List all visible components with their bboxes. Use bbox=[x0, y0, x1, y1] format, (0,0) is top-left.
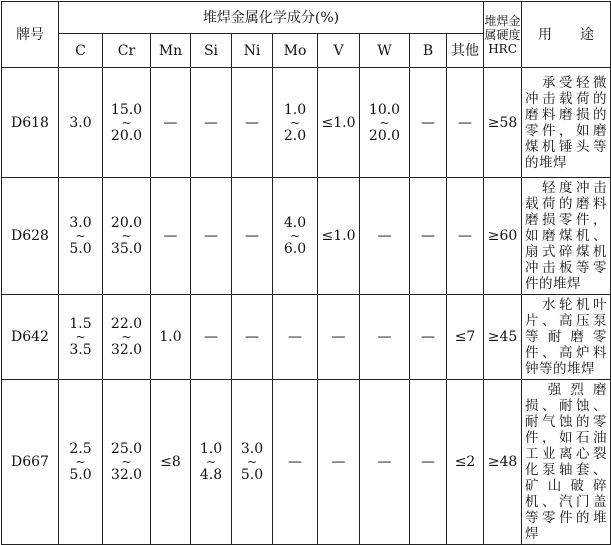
cell-value-part: ~ bbox=[205, 455, 217, 469]
cell-value-part: 1.0 bbox=[199, 441, 223, 457]
cell-value-part: 5.0 bbox=[69, 467, 92, 483]
cell-value-part: — bbox=[204, 329, 218, 345]
cell-b bbox=[410, 178, 447, 295]
header-usage: 用 途 bbox=[522, 2, 611, 68]
cell-si bbox=[191, 178, 232, 295]
cell-ni bbox=[232, 295, 273, 380]
cell-other bbox=[447, 178, 484, 295]
cell-value-part: — bbox=[163, 114, 178, 131]
cell-w bbox=[360, 295, 410, 380]
cell-c bbox=[59, 295, 103, 380]
cell-value-part: — bbox=[245, 228, 259, 244]
cell-value-part: ~ bbox=[121, 115, 132, 130]
cell-other bbox=[447, 68, 484, 178]
cell-value-part: 3.5 bbox=[69, 342, 92, 358]
cell-mn bbox=[151, 295, 191, 380]
cell-c bbox=[59, 178, 103, 295]
header-element-mn: Mn bbox=[151, 34, 191, 68]
cell-value-part: 35.0 bbox=[110, 241, 143, 257]
cell-value-part: 4.0 bbox=[283, 215, 307, 231]
cell-value-part: 32.0 bbox=[110, 342, 143, 358]
cell-value-part: 25.0 bbox=[110, 441, 143, 457]
hardfacing-composition-table bbox=[1, 1, 611, 545]
cell-value-part: 20.0 bbox=[368, 127, 401, 144]
cell-hardness: ≥60 bbox=[484, 178, 522, 295]
cell-value-part: ~ bbox=[75, 330, 86, 344]
cell-value-part: 3.0 bbox=[240, 441, 264, 457]
cell-mo bbox=[273, 178, 318, 295]
cell-value-part: 10.0 bbox=[368, 101, 401, 118]
cell-value-part: 4.8 bbox=[199, 467, 223, 483]
cell-v bbox=[318, 178, 360, 295]
header-element-b: B bbox=[410, 34, 447, 68]
table-row bbox=[2, 295, 611, 380]
cell-value-part: — bbox=[421, 454, 435, 470]
cell-value-part: — bbox=[288, 329, 302, 345]
cell-mo bbox=[273, 68, 318, 178]
cell-cr bbox=[103, 295, 151, 380]
cell-value-part: 3.0 bbox=[69, 114, 92, 131]
cell-value-part: — bbox=[377, 454, 392, 470]
cell-value-part: ~ bbox=[289, 229, 301, 243]
cell-value-part: — bbox=[377, 329, 392, 345]
cell-value-part: — bbox=[204, 114, 218, 131]
table-row bbox=[2, 68, 611, 178]
cell-mn bbox=[151, 178, 191, 295]
cell-usage: 轻度冲击载荷的磨料磨损零件，如磨煤机、扇式碎煤机冲击板等零件的堆焊 bbox=[522, 178, 611, 295]
cell-value-part: 15.0 bbox=[110, 101, 143, 118]
header-hardness-line3: HRC bbox=[488, 41, 517, 56]
cell-value-part: — bbox=[288, 454, 302, 470]
cell-value-part: 5.0 bbox=[240, 467, 264, 483]
cell-usage: 水轮机叶片、高压泵等耐磨零件、高炉料钟等的堆焊 bbox=[522, 295, 611, 380]
cell-w bbox=[360, 68, 410, 178]
cell-value-part: ~ bbox=[379, 115, 390, 130]
cell-brand: D642 bbox=[2, 295, 59, 380]
header-element-c: C bbox=[59, 34, 103, 68]
cell-b bbox=[410, 68, 447, 178]
cell-value-part: — bbox=[377, 228, 392, 244]
cell-value-part: — bbox=[421, 329, 435, 345]
cell-value-part: ≤1.0 bbox=[321, 228, 356, 244]
cell-v bbox=[318, 68, 360, 178]
cell-value-part: ~ bbox=[289, 115, 301, 130]
cell-value-part: 5.0 bbox=[69, 241, 92, 257]
cell-value-part: ~ bbox=[121, 455, 132, 469]
cell-value-part: — bbox=[245, 329, 259, 345]
cell-value-part: 20.0 bbox=[110, 215, 143, 231]
cell-value-part: — bbox=[163, 228, 178, 244]
cell-value-part: 1.0 bbox=[159, 329, 182, 345]
cell-ni bbox=[232, 178, 273, 295]
header-element-w: W bbox=[360, 34, 410, 68]
cell-value-part: ~ bbox=[75, 229, 86, 243]
cell-brand: D628 bbox=[2, 178, 59, 295]
header-hardness-line2: 属硬度 bbox=[484, 27, 521, 42]
cell-value-part: — bbox=[458, 228, 473, 244]
cell-value-part: 3.0 bbox=[69, 215, 92, 231]
cell-value-part: ~ bbox=[75, 455, 86, 469]
cell-mo bbox=[273, 295, 318, 380]
cell-value-part: ≤7 bbox=[454, 329, 476, 345]
header-element-ni: Ni bbox=[232, 34, 273, 68]
cell-value-part: 6.0 bbox=[283, 241, 307, 257]
cell-value-part: ~ bbox=[121, 229, 132, 243]
cell-hardness: ≥58 bbox=[484, 68, 522, 178]
cell-usage: 承受轻微冲击载荷的磨料磨损的零件，如磨煤机锤头等的堆焊 bbox=[522, 68, 611, 178]
cell-value-part: — bbox=[245, 114, 259, 131]
cell-value-part: ~ bbox=[246, 455, 258, 469]
header-composition-group: 堆焊金属化学成分(%) bbox=[59, 2, 484, 34]
cell-cr bbox=[103, 178, 151, 295]
cell-other bbox=[447, 295, 484, 380]
cell-cr bbox=[103, 68, 151, 178]
cell-value-part: 22.0 bbox=[110, 316, 143, 332]
cell-usage: 强烈磨损、耐蚀、耐气蚀的零件，如石油工业离心裂化泵轴套、矿山破碎机、汽门盖等零件的堆焊 bbox=[522, 380, 611, 545]
cell-value-part: ≤2 bbox=[454, 454, 476, 470]
cell-value-part: 32.0 bbox=[110, 467, 143, 483]
cell-v bbox=[318, 295, 360, 380]
header-element-si: Si bbox=[191, 34, 232, 68]
cell-value-part: — bbox=[421, 228, 435, 244]
cell-ni bbox=[232, 68, 273, 178]
cell-si bbox=[191, 295, 232, 380]
cell-mn bbox=[151, 68, 191, 178]
cell-value-part: — bbox=[331, 454, 346, 470]
header-element-v: V bbox=[318, 34, 360, 68]
cell-si bbox=[191, 68, 232, 178]
cell-brand: D618 bbox=[2, 68, 59, 178]
cell-hardness: ≥45 bbox=[484, 295, 522, 380]
cell-value-part: — bbox=[331, 329, 346, 345]
header-element-mo: Mo bbox=[273, 34, 318, 68]
cell-value-part: 2.5 bbox=[69, 441, 92, 457]
cell-value-part: 2.0 bbox=[283, 127, 307, 144]
header-hardness bbox=[484, 2, 522, 68]
cell-value-part: 1.0 bbox=[283, 101, 307, 118]
cell-b bbox=[410, 295, 447, 380]
cell-hardness: ≥48 bbox=[484, 380, 522, 545]
cell-value-part: ~ bbox=[121, 330, 132, 344]
header-element-other: 其他 bbox=[447, 34, 484, 68]
cell-value-part: 1.5 bbox=[69, 316, 92, 332]
cell-value-part: — bbox=[204, 228, 218, 244]
header-hardness-line1: 堆焊金 bbox=[484, 13, 521, 28]
table-row bbox=[2, 178, 611, 295]
cell-brand: D667 bbox=[2, 380, 59, 545]
table-body bbox=[2, 68, 611, 545]
cell-value-part: — bbox=[421, 114, 435, 131]
header-brand: 牌号 bbox=[2, 2, 59, 68]
cell-c bbox=[59, 68, 103, 178]
cell-value-part: 20.0 bbox=[110, 127, 143, 144]
header-element-cr: Cr bbox=[103, 34, 151, 68]
cell-w bbox=[360, 178, 410, 295]
cell-value-part: — bbox=[458, 114, 473, 131]
cell-value-part: ≤8 bbox=[160, 454, 181, 470]
cell-value-part: ≤1.0 bbox=[321, 114, 356, 131]
